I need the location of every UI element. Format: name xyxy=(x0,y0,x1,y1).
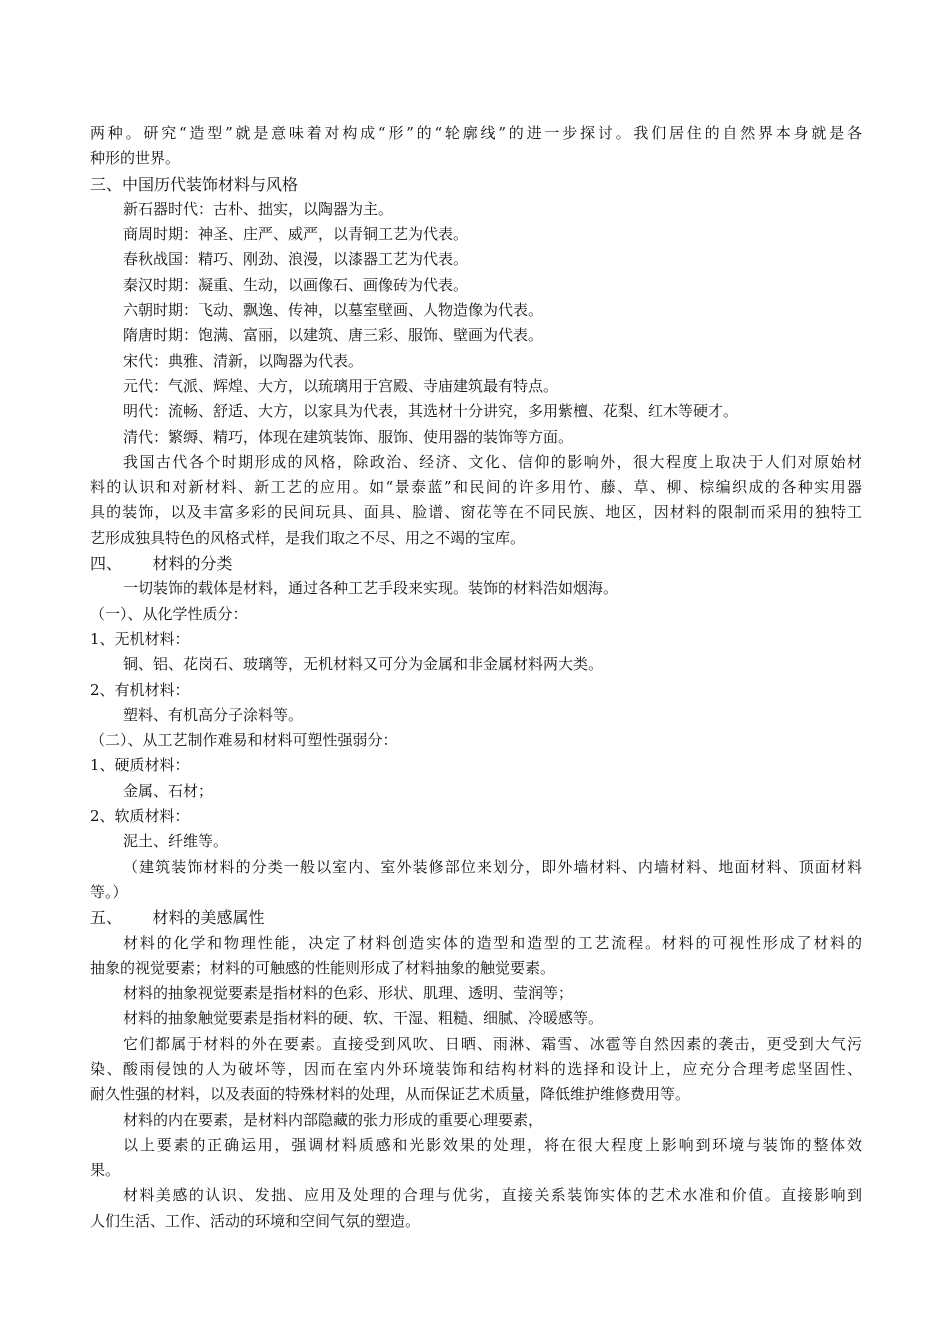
subsection-craft: （二）、从工艺制作难易和材料可塑性强弱分： xyxy=(90,731,398,750)
item-hard-desc: 金属、石材； xyxy=(123,781,214,800)
section-4-heading: 四、 材料的分类 xyxy=(90,554,233,574)
section-5-p2: 材料的抽象视觉要素是指材料的色彩、形状、肌理、透明、莹润等； xyxy=(123,984,574,1003)
section-5-heading: 五、 材料的美感属性 xyxy=(90,908,265,928)
item-soft: 2、软质材料： xyxy=(90,807,190,826)
section-5-p6-line-2: 果。 xyxy=(90,1161,121,1180)
item-organic: 2、有机材料： xyxy=(90,680,190,699)
period-shang-zhou: 商周时期：神圣、庄严、威严，以青铜工艺为代表。 xyxy=(123,225,469,244)
section-5-p1-line-1: 材料的化学和物理性能，决定了材料创造实体的造型和造型的工艺流程。材料的可视性形成了材料的 xyxy=(123,933,862,952)
intro-line-1: 两种。研究“造型”就是意味着对构成“形”的“轮廓线”的进一步探讨。我们居住的自然界本身就是各 xyxy=(90,124,862,142)
item-soft-desc: 泥土、纤维等。 xyxy=(123,832,229,851)
section-3-paragraph-line-2: 料的认识和对新材料、新工艺的应用。如“景泰蓝”和民间的许多用竹、藤、草、柳、棕编织成的各种实用器 xyxy=(90,478,862,497)
period-six-dynasties: 六朝时期：飞动、飘逸、传神，以墓室壁画、人物造像为代表。 xyxy=(123,301,544,320)
item-inorganic: 1、无机材料： xyxy=(90,629,190,648)
document-page xyxy=(90,121,862,1234)
subsection-chemical: （一）、从化学性质分： xyxy=(90,604,248,623)
section-5-p4-line-3: 耐久性强的材料，以及表面的特殊材料的处理，从而保证艺术质量，降低维护维修费用等。 xyxy=(90,1085,691,1104)
section-5-p4-line-1: 它们都属于材料的外在要素。直接受到风吹、日晒、雨淋、霜雪、冰雹等自然因素的袭击，更受到大气污 xyxy=(123,1034,862,1053)
period-spring-autumn: 春秋战国：精巧、刚劲、浪漫，以漆器工艺为代表。 xyxy=(123,250,469,269)
intro-line-2: 种形的世界。 xyxy=(90,149,181,168)
period-qin-han: 秦汉时期：凝重、生动，以画像石、画像砖为代表。 xyxy=(123,275,469,294)
period-ming: 明代：流畅、舒适、大方，以家具为代表，其选材十分讲究，多用紫檀、花梨、红木等硬才。 xyxy=(123,402,739,421)
section-3-heading: 三、中国历代装饰材料与风格 xyxy=(90,174,299,194)
section-5-p1-line-2: 抽象的视觉要素；材料的可触感的性能则形成了材料抽象的触觉要素。 xyxy=(90,958,556,977)
item-inorganic-desc: 铜、铝、花岗石、玻璃等，无机材料又可分为金属和非金属材料两大类。 xyxy=(123,655,604,674)
section-5-p5: 材料的内在要素，是材料内部隐藏的张力形成的重要心理要素， xyxy=(123,1110,544,1129)
section-3-paragraph-line-1: 我国古代各个时期形成的风格，除政治、经济、文化、信仰的影响外，很大程度上取决于人们对原始材 xyxy=(123,452,862,471)
section-4-intro: 一切装饰的载体是材料，通过各种工艺手段来实现。装饰的材料浩如烟海。 xyxy=(123,579,619,598)
classification-note-line-1: （建筑装饰材料的分类一般以室内、室外装修部位来划分，即外墙材料、内墙材料、地面材料、顶面材料 xyxy=(123,857,862,876)
section-3-paragraph-line-3: 具的装饰，以及丰富多彩的民间玩具、面具、脸谱、窗花等在不同民族、地区，因材料的限制而采用的独特工 xyxy=(90,503,862,522)
section-5-p7-line-1: 材料美感的认识、发拙、应用及处理的合理与优劣，直接关系装饰实体的艺术水准和价值。直接影响到 xyxy=(123,1186,862,1205)
period-qing: 清代：繁缛、精巧，体现在建筑装饰、服饰、使用器的装饰等方面。 xyxy=(123,427,574,446)
section-5-p4-line-2: 染、酸雨侵蚀的人为破坏等，因而在室内外环境装饰和结构材料的选择和设计上，应充分合理考虑坚固性、 xyxy=(90,1059,862,1078)
period-yuan: 元代：气派、辉煌、大方，以琉璃用于宫殿、寺庙建筑最有特点。 xyxy=(123,376,559,395)
section-3-paragraph-line-4: 艺形成独具特色的风格式样，是我们取之不尽、用之不竭的宝库。 xyxy=(90,528,526,547)
section-5-p6-line-1: 以上要素的正确运用，强调材料质感和光影效果的处理，将在很大程度上影响到环境与装饰的整体效 xyxy=(123,1135,862,1154)
section-5-p3: 材料的抽象触觉要素是指材料的硬、软、干湿、粗糙、细腻、冷暖感等。 xyxy=(123,1009,604,1028)
period-song: 宋代：典雅、清新，以陶器为代表。 xyxy=(123,351,364,370)
item-hard: 1、硬质材料： xyxy=(90,756,190,775)
item-organic-desc: 塑料、有机高分子涂料等。 xyxy=(123,705,304,724)
section-5-p7-line-2: 人们生活、工作、活动的环境和空间气氛的塑造。 xyxy=(90,1211,421,1230)
classification-note-line-2: 等。） xyxy=(90,882,128,901)
period-neolithic: 新石器时代：古朴、拙实，以陶器为主。 xyxy=(123,199,394,218)
period-sui-tang: 隋唐时期：饱满、富丽，以建筑、唐三彩、服饰、壁画为代表。 xyxy=(123,326,544,345)
